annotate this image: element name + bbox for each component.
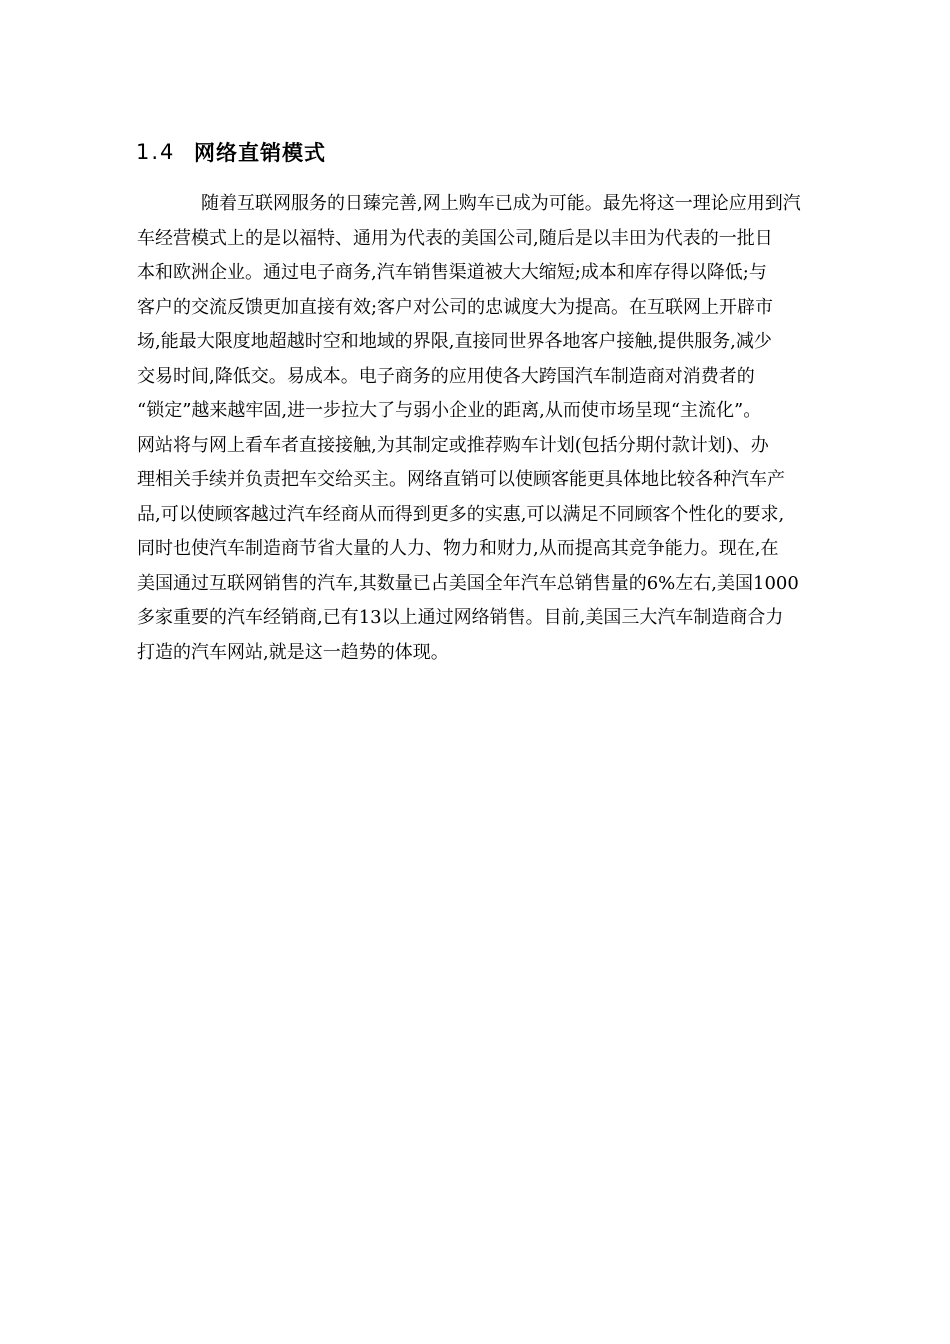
body-paragraph [137,187,867,670]
paragraph-line: “锁定”越来越牢固,进一步拉大了与弱小企业的距离,从而使市场呈现“主流化”。 [137,400,762,421]
paragraph-line: 网站将与网上看车者直接接触,为其制定或推荐购车计划(包括分期付款计划)、办 [137,434,769,456]
paragraph-line: 本和欧洲企业。通过电子商务,汽车销售渠道被大大缩短;成本和库存得以降低;与 [137,262,767,283]
paragraph-line: 场,能最大限度地超越时空和地域的界限,直接同世界各地客户接触,提供服务,减少 [137,331,772,352]
paragraph-line: 车经营模式上的是以福特、通用为代表的美国公司,随后是以丰田为代表的一批日 [137,227,773,249]
paragraph-line: 美国通过互联网销售的汽车,其数量已占美国全年汽车总销售量的6%左右,美国1000 [137,572,799,594]
paragraph-line: 同时也使汽车制造商节省大量的人力、物力和财力,从而提高其竞争能力。现在,在 [137,538,779,559]
paragraph-line: 客户的交流反馈更加直接有效;客户对公司的忠诚度大为提高。在互联网上开辟市 [137,296,774,318]
section-title: 网络直销模式 [194,141,326,165]
paragraph-line: 随着互联网服务的日臻完善,网上购车已成为可能。最先将这一理论应用到汽 [201,193,801,214]
section-heading [136,136,326,168]
paragraph-line: 理相关手续并负责把车交给买主。网络直销可以使顾客能更具体地比较各种汽车产 [137,469,785,490]
paragraph-line: 打造的汽车网站,就是这一趋势的体现。 [137,641,449,663]
paragraph-line: 品,可以使顾客越过汽车经商从而得到更多的实惠,可以满足不同顾客个性化的要求, [137,503,785,525]
paragraph-line: 多家重要的汽车经销商,已有13以上通过网络销售。目前,美国三大汽车制造商合力 [137,607,784,628]
paragraph-line: 交易时间,降低交。易成本。电子商务的应用使各大跨国汽车制造商对消费者的 [137,365,755,387]
section-number: 1.4 [136,140,176,164]
